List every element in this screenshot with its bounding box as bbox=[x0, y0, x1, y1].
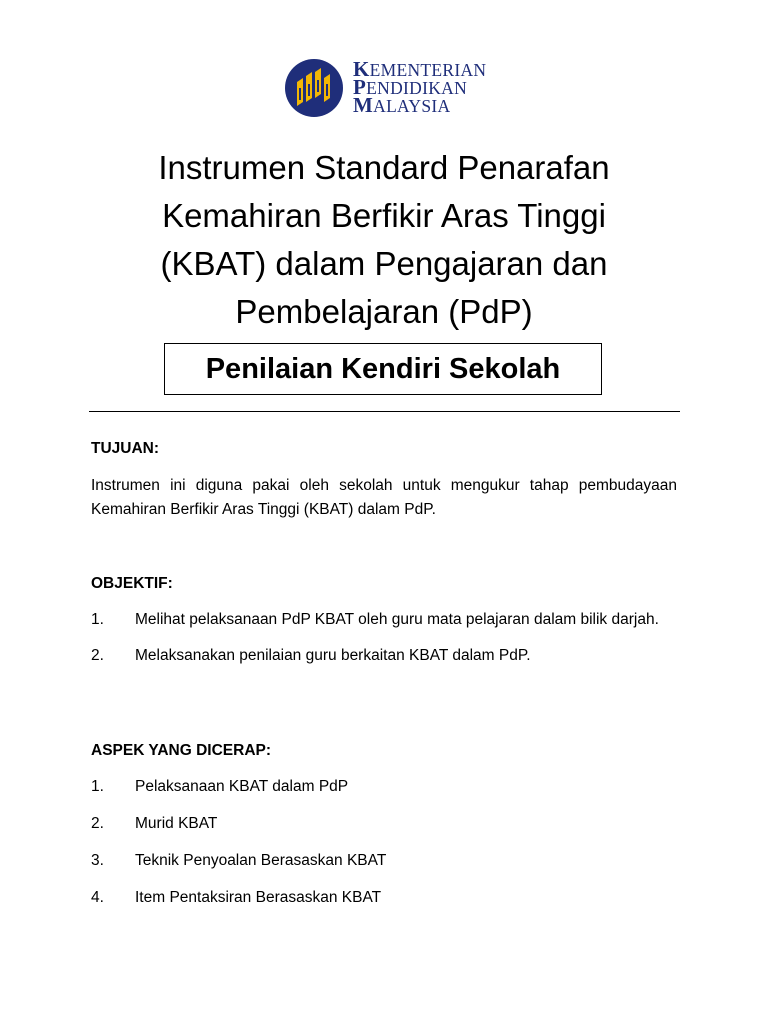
list-text: Teknik Penyoalan Berasaskan KBAT bbox=[135, 852, 387, 869]
list-number: 3. bbox=[91, 852, 104, 869]
logo-cap: P bbox=[353, 75, 367, 99]
list-number: 2. bbox=[91, 815, 104, 832]
logo-wordmark bbox=[353, 57, 487, 117]
list-text: Item Pentaksiran Berasaskan KBAT bbox=[135, 889, 382, 906]
title-line: (KBAT) dalam Pengajaran dan bbox=[160, 245, 608, 282]
list-item bbox=[91, 886, 679, 910]
tujuan-heading: TUJUAN: bbox=[91, 440, 160, 457]
logo-line-3 bbox=[353, 93, 486, 117]
title-line: Instrumen Standard Penarafan bbox=[158, 149, 610, 186]
ministry-emblem-icon bbox=[284, 58, 344, 118]
list-item bbox=[91, 608, 679, 632]
list-number: 1. bbox=[91, 611, 104, 628]
aspek-heading: ASPEK YANG DICERAP: bbox=[91, 742, 272, 759]
aspek-list bbox=[91, 775, 679, 910]
list-text: Pelaksanaan KBAT dalam PdP bbox=[135, 778, 349, 795]
list-number: 4. bbox=[91, 889, 104, 906]
list-number: 2. bbox=[91, 647, 104, 664]
logo-cap: K bbox=[353, 57, 370, 81]
list-item bbox=[91, 812, 679, 836]
ministry-logo bbox=[284, 58, 494, 118]
list-text: Melihat pelaksanaan PdP KBAT oleh guru mata pelajaran dalam bilik darjah. bbox=[135, 611, 659, 628]
objektif-list bbox=[91, 608, 679, 668]
list-number: 1. bbox=[91, 778, 104, 795]
list-text: Murid KBAT bbox=[135, 815, 218, 832]
logo-rest: ALAYSIA bbox=[373, 96, 451, 116]
subtitle-box: Penilaian Kendiri Sekolah bbox=[164, 343, 602, 395]
logo-cap: M bbox=[353, 93, 374, 117]
logo-rest: ENDIDIKAN bbox=[366, 78, 468, 98]
logo-line-1 bbox=[353, 57, 487, 81]
title-line: Pembelajaran (PdP) bbox=[235, 293, 533, 330]
objektif-heading: OBJEKTIF: bbox=[91, 575, 173, 592]
list-text: Melaksanakan penilaian guru berkaitan KBAT dalam PdP. bbox=[135, 647, 531, 664]
list-item bbox=[91, 775, 679, 799]
list-item bbox=[91, 644, 679, 668]
title-line: Kemahiran Berfikir Aras Tinggi bbox=[162, 197, 606, 234]
tujuan-text: Instrumen ini diguna pakai oleh sekolah untuk mengukur tahap pembudayaan Kemahiran Berfikir Aras Tinggi (KBAT) dalam PdP. bbox=[91, 477, 677, 518]
logo-rest: EMENTERIAN bbox=[369, 60, 487, 80]
list-item bbox=[91, 849, 679, 873]
horizontal-rule bbox=[89, 411, 680, 412]
document-title bbox=[100, 144, 668, 336]
